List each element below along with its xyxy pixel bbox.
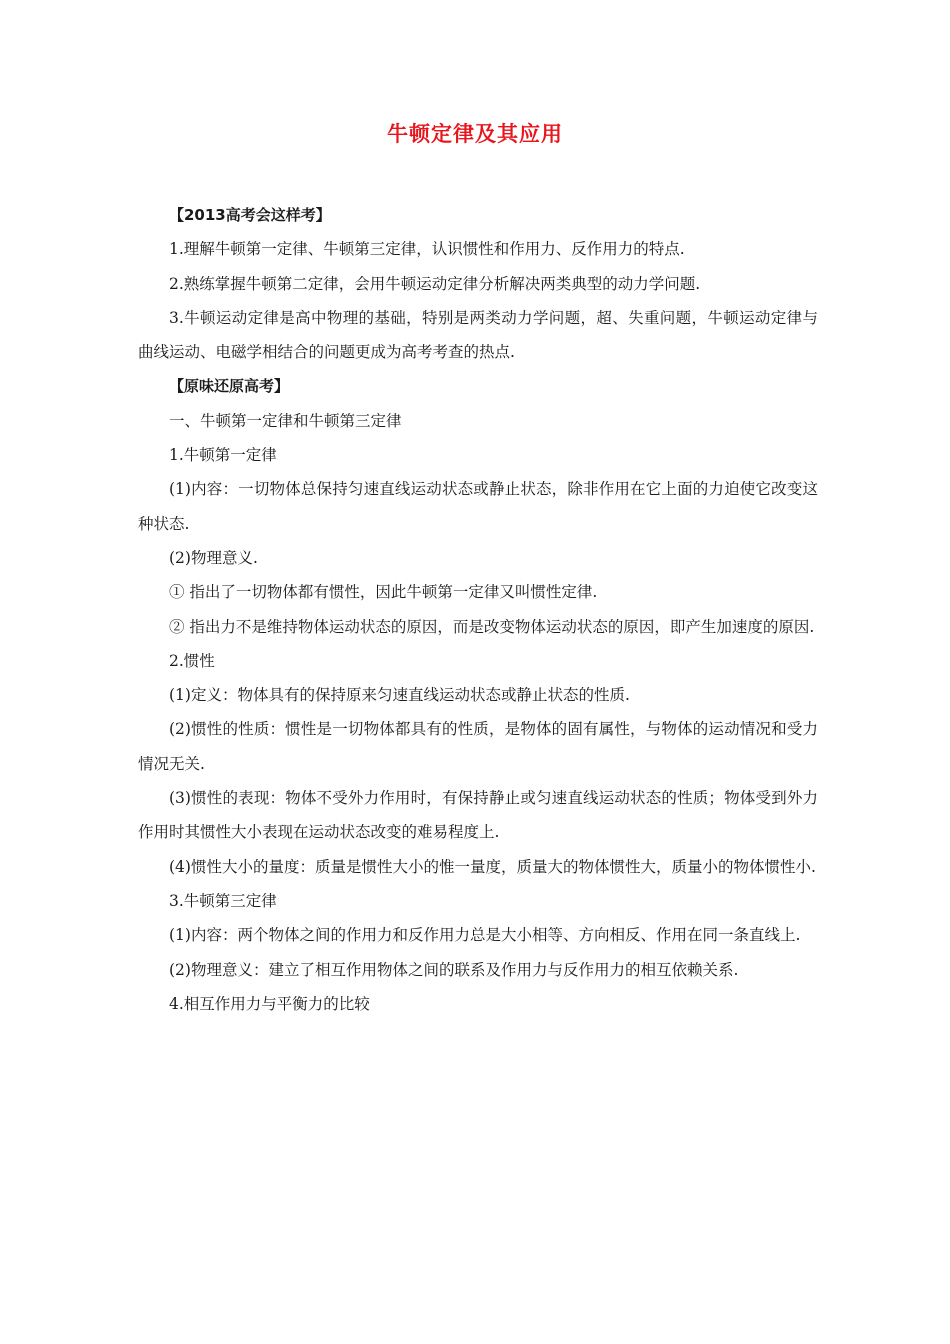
paragraph: (1)定义：物体具有的保持原来匀速直线运动状态或静止状态的性质. <box>169 686 630 705</box>
paragraph: ① 指出了一切物体都有惯性，因此牛顿第一定律又叫惯性定律. <box>169 583 598 602</box>
paragraph: 1.牛顿第一定律 <box>169 446 277 465</box>
paragraph: 3.牛顿运动定律是高中物理的基础，特别是两类动力学问题，超、失重问题，牛顿运动定律与曲线运动、电磁学相结合的问题更成为高考考查的热点. <box>138 308 818 362</box>
paragraph: 4.相互作用力与平衡力的比较 <box>169 994 370 1013</box>
paragraph: 一、牛顿第一定律和牛顿第三定律 <box>169 411 402 430</box>
paragraph: (3)惯性的表现：物体不受外力作用时，有保持静止或匀速直线运动状态的性质；物体受到外力作用时其惯性大小表现在运动状态改变的难易程度上. <box>138 789 818 842</box>
page-title: 牛顿定律及其应用 <box>387 122 563 146</box>
paragraph: (2)物理意义：建立了相互作用物体之间的联系及作用力与反作用力的相互依赖关系. <box>169 960 739 979</box>
paragraph: (2)物理意义. <box>169 548 258 567</box>
paragraph: 1.理解牛顿第一定律、牛顿第三定律，认识惯性和作用力、反作用力的特点. <box>169 240 685 259</box>
paragraph: 3.牛顿第三定律 <box>169 891 277 910</box>
document-body <box>138 198 818 1021</box>
section-heading-review: 【原味还原高考】 <box>169 377 290 396</box>
paragraph: 2.惯性 <box>169 651 215 670</box>
paragraph: (4)惯性大小的量度：质量是惯性大小的惟一量度，质量大的物体惯性大，质量小的物体惯性小. <box>169 857 816 876</box>
paragraph: (1)内容：一切物体总保持匀速直线运动状态或静止状态，除非作用在它上面的力迫使它改变这种状态. <box>138 480 818 533</box>
paragraph: 2.熟练掌握牛顿第二定律，会用牛顿运动定律分析解决两类典型的动力学问题. <box>169 274 701 293</box>
section-heading-exam: 【2013高考会这样考】 <box>169 206 331 224</box>
paragraph: (2)惯性的性质：惯性是一切物体都具有的性质，是物体的固有属性，与物体的运动情况和受力情况无关. <box>138 720 818 773</box>
paragraph: ② 指出力不是维持物体运动状态的原因，而是改变物体运动状态的原因，即产生加速度的原因. <box>169 617 815 636</box>
paragraph: (1)内容：两个物体之间的作用力和反作用力总是大小相等、方向相反、作用在同一条直线上. <box>169 926 801 945</box>
